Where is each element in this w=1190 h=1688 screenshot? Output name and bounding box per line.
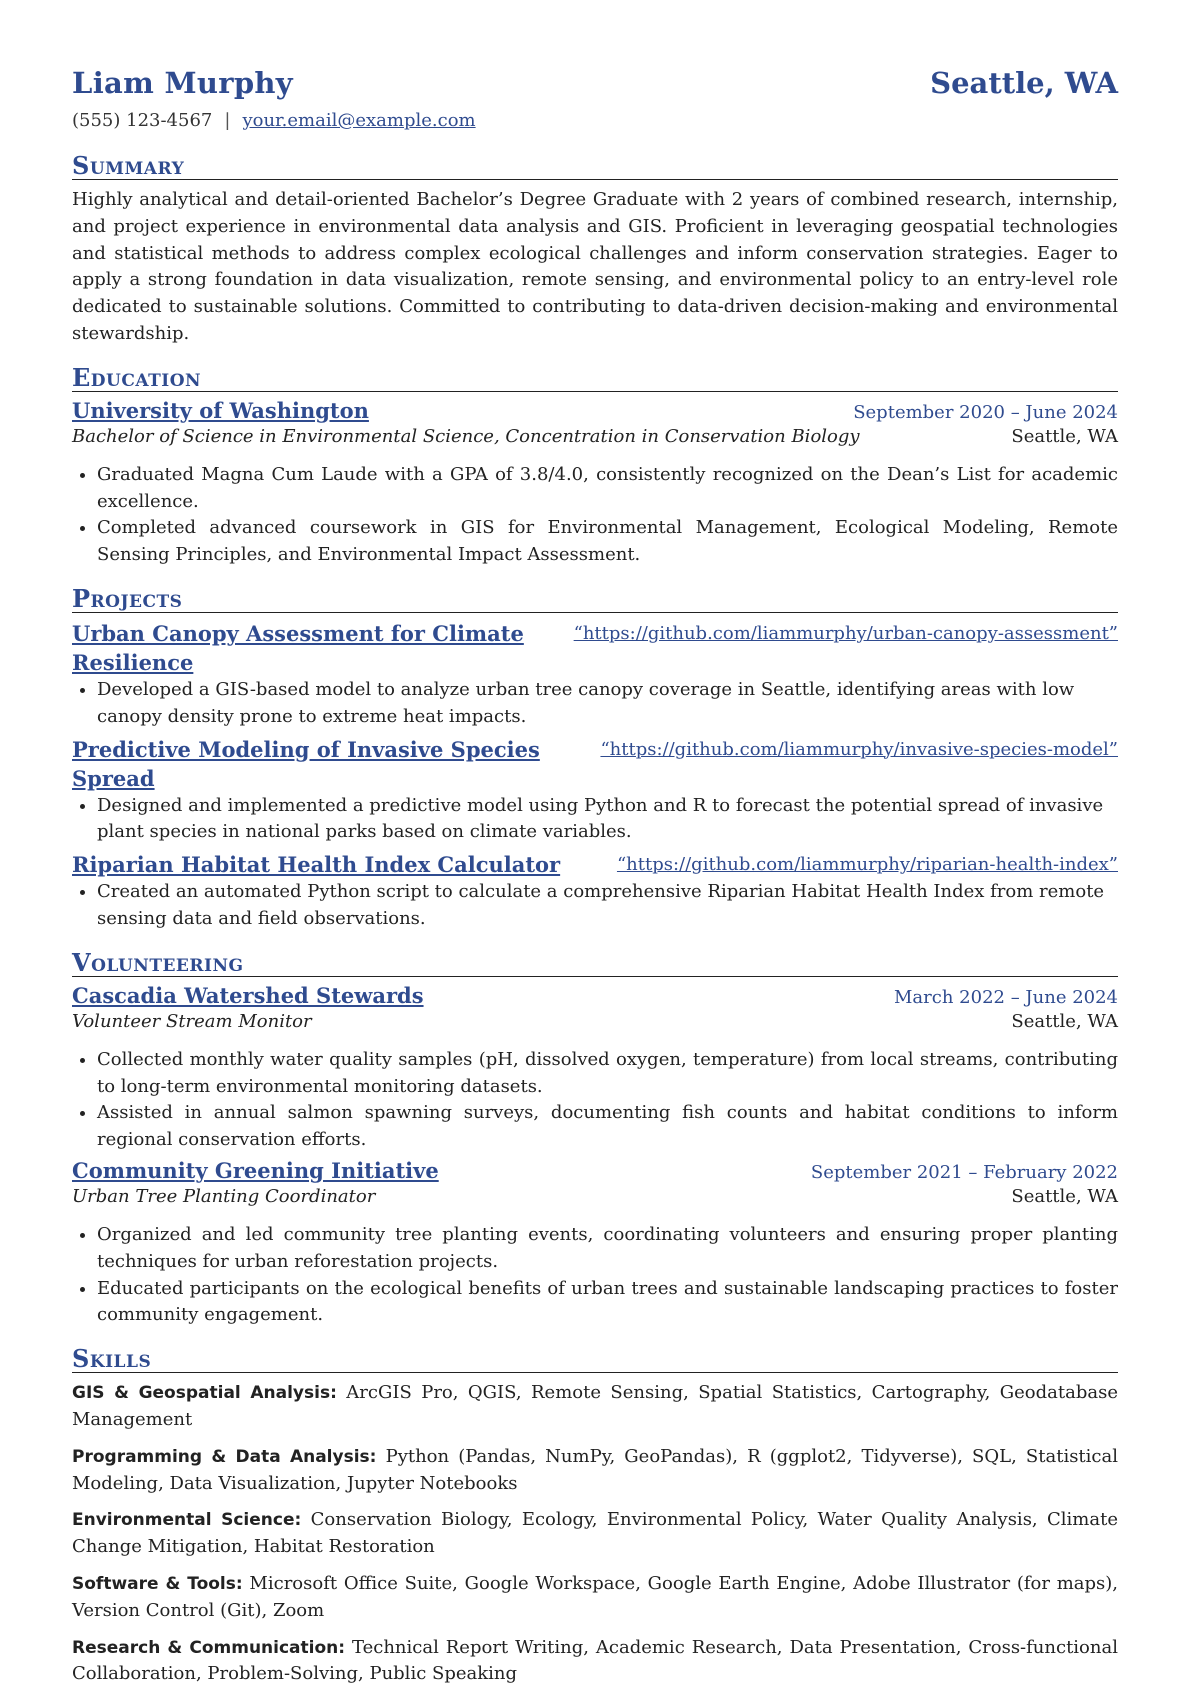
projects-heading: Projects [72, 585, 1118, 613]
resume-header [72, 66, 1118, 106]
project-link[interactable]: “https://github.com/liammurphy/urban-canopy-assessment” [574, 619, 1118, 648]
project-entry [72, 850, 1118, 933]
list-item: • Completed advanced coursework in GIS for Environmental Management, Ecological Modeling, Remote Sensing Principles, and Environmental Impact Assessment. [97, 515, 1118, 569]
volunteering-location: Seattle, WA [1011, 1186, 1118, 1214]
list-item: • Assisted in annual salmon spawning surveys, documenting fish counts and habitat conditions to inform regional conservation efforts. [97, 1100, 1118, 1154]
volunteering-location: Seattle, WA [1011, 1011, 1118, 1039]
summary-heading: Summary [72, 152, 1118, 180]
project-link[interactable]: “https://github.com/liammurphy/invasive-species-model” [600, 735, 1118, 764]
skill-category: Programming & Data Analysis: [72, 1447, 376, 1467]
project-bullets [72, 677, 1118, 731]
volunteering-dates: March 2022 – June 2024 [894, 987, 1118, 1008]
project-title[interactable]: Predictive Modeling of Invasive Species Spread [72, 735, 600, 793]
project-bullets [72, 793, 1118, 847]
education-dates: September 2020 – June 2024 [853, 402, 1118, 423]
volunteering-entry [72, 1158, 1118, 1329]
organization-name[interactable]: Cascadia Watershed Stewards [72, 983, 424, 1008]
email-link[interactable]: your.email@example.com [242, 110, 475, 131]
volunteering-bullets [72, 1222, 1118, 1329]
resume-page [72, 66, 1118, 1688]
project-bullets [72, 879, 1118, 933]
list-item: • Created an automated Python script to calculate a comprehensive Riparian Habitat Health Index from remote sensing data and field observations. [97, 879, 1118, 933]
volunteering-entry [72, 983, 1118, 1154]
education-entry [72, 398, 1118, 569]
skill-row [72, 1507, 1118, 1561]
education-heading: Education [72, 364, 1118, 392]
skill-values: Microsoft Office Suite, Google Workspace, Google Earth Engine, Adobe Illustrator (for maps), Version Control (Git), Zoom [72, 1573, 1118, 1621]
skill-category: GIS & Geospatial Analysis: [72, 1383, 337, 1403]
project-title[interactable]: Urban Canopy Assessment for Climate Resilience [72, 619, 532, 677]
degree-title: Bachelor of Science in Environmental Science, Concentration in Conservation Biology [72, 426, 860, 454]
volunteer-role: Urban Tree Planting Coordinator [72, 1186, 375, 1214]
skills-list [72, 1380, 1118, 1688]
project-link[interactable]: “https://github.com/liammurphy/riparian-health-index” [617, 850, 1118, 879]
phone-number: (555) 123-4567 [72, 110, 212, 131]
project-title[interactable]: Riparian Habitat Health Index Calculator [72, 850, 560, 879]
organization-name[interactable]: Community Greening Initiative [72, 1158, 439, 1183]
candidate-location: Seattle, WA [930, 66, 1118, 100]
list-item: • Collected monthly water quality samples (pH, dissolved oxygen, temperature) from local streams, contributing to long-term environmental monitoring datasets. [97, 1047, 1118, 1101]
list-item: • Educated participants on the ecological benefits of urban trees and sustainable landscaping practices to foster community engagement. [97, 1276, 1118, 1330]
skill-category: Research & Communication: [72, 1638, 345, 1658]
list-item: • Developed a GIS-based model to analyze urban tree canopy coverage in Seattle, identifying areas with low canopy density prone to extreme heat impacts. [97, 677, 1118, 731]
skill-values: ArcGIS Pro, QGIS, Remote Sensing, Spatial Statistics, Cartography, Geodatabase Management [72, 1382, 1118, 1430]
summary-text: Highly analytical and detail-oriented Bachelor’s Degree Graduate with 2 years of combined research, internship, and project experience in environmental data analysis and GIS. Proficient in leveraging geospatial technologies and statistical methods to address complex ecological challenges and inform conservation strategies. Eager to apply a strong foundation in data visualization, remote sensing, and environmental policy to an entry-level role dedicated to sustainable solutions. Committed to contributing to data-driven decision-making and environmental stewardship. [72, 187, 1118, 348]
skill-category: Software & Tools: [72, 1574, 243, 1594]
skill-row [72, 1635, 1118, 1688]
project-entry [72, 619, 1118, 731]
list-item: • Designed and implemented a predictive model using Python and R to forecast the potential spread of invasive plant species in national parks based on climate variables. [97, 793, 1118, 847]
skill-row [72, 1444, 1118, 1498]
skill-row [72, 1380, 1118, 1434]
candidate-name: Liam Murphy [72, 66, 293, 100]
volunteering-heading: Volunteering [72, 949, 1118, 977]
skills-heading: Skills [72, 1345, 1118, 1373]
list-item: • Graduated Magna Cum Laude with a GPA of 3.8/4.0, consistently recognized on the Dean’s List for academic excellence. [97, 462, 1118, 516]
skill-row [72, 1571, 1118, 1625]
project-entry [72, 735, 1118, 847]
skill-values: Python (Pandas, NumPy, GeoPandas), R (ggplot2, Tidyverse), SQL, Statistical Modeling, Data Visualization, Jupyter Notebooks [72, 1446, 1118, 1494]
volunteering-dates: September 2021 – February 2022 [811, 1162, 1118, 1183]
contact-line [72, 110, 1118, 136]
education-location: Seattle, WA [1011, 426, 1118, 454]
skill-values: Technical Report Writing, Academic Research, Data Presentation, Cross-functional Collaboration, Problem-Solving, Public Speaking [72, 1637, 1118, 1685]
volunteer-role: Volunteer Stream Monitor [72, 1011, 312, 1039]
institution-name[interactable]: University of Washington [72, 398, 369, 423]
skill-values: Conservation Biology, Ecology, Environmental Policy, Water Quality Analysis, Climate Change Mitigation, Habitat Restoration [72, 1509, 1118, 1557]
skill-category: Environmental Science: [72, 1510, 301, 1530]
education-bullets [72, 462, 1118, 569]
list-item: • Organized and led community tree planting events, coordinating volunteers and ensuring proper planting techniques for urban reforestation projects. [97, 1222, 1118, 1276]
contact-separator: | [224, 110, 230, 131]
volunteering-bullets [72, 1047, 1118, 1154]
